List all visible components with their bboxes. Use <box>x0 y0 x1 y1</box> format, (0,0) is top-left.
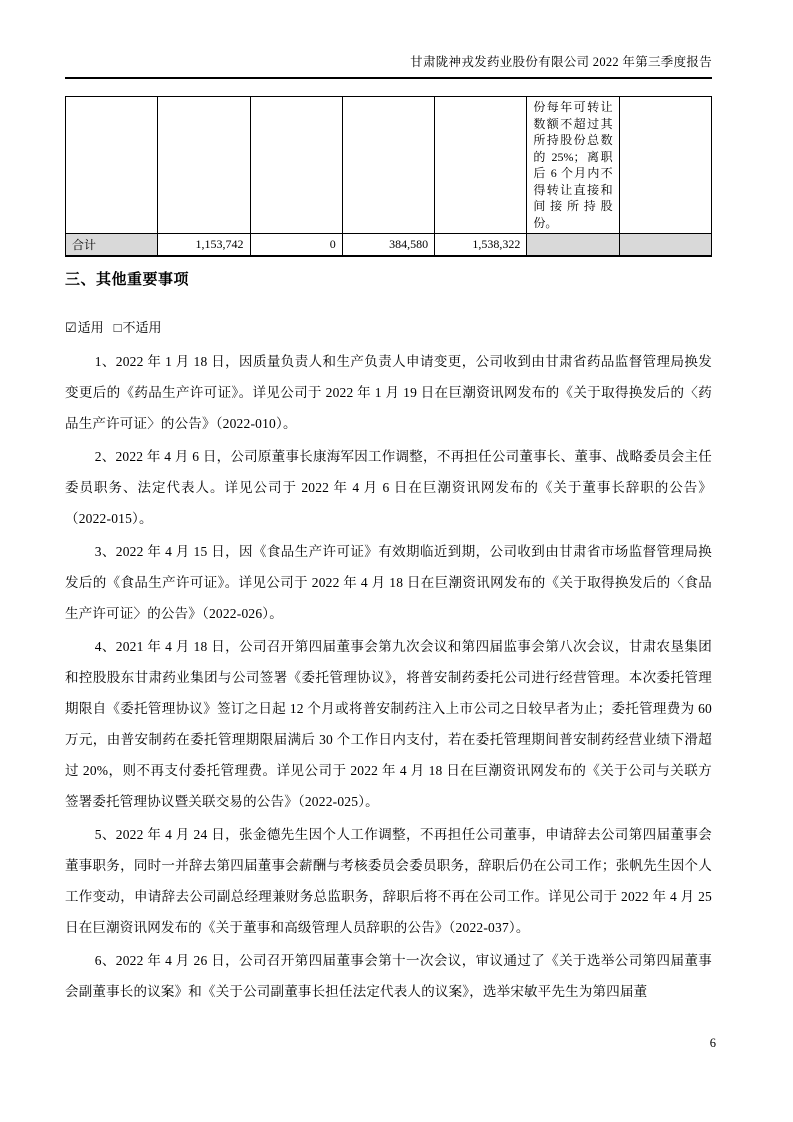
paragraph-item-4: 4、2021 年 4 月 18 日，公司召开第四届董事会第九次会议和第四届监事会第八次会议，甘肃农垦集团和控股股东甘肃药业集团与公司签署《委托管理协议》，将普安制药委托公司进行经营管理。本次委托管理期限自《委托管理协议》签订之日起 12 个月或将普安制药注入上市公司之日较早者为止；委托管理费为 60 万元，由普安制药在委托管理期限届满后 30 个工作日内支付，若在委托管理期间普安制药经营业绩下滑超过 20%，则不再支付委托管理费。详见公司于 2022 年 4 月 18 日在巨潮资讯网发布的《关于公司与关联方签署委托管理协议暨关联交易的公告》（2022-025）。 <box>65 639 712 809</box>
applicability-row <box>65 320 712 336</box>
table-cell-empty <box>435 97 527 234</box>
table-cell-empty <box>66 97 158 234</box>
table-carryover-row <box>66 97 712 234</box>
paragraph-item-1: 1、2022 年 1 月 18 日，因质量负责人和生产负责人申请变更，公司收到由甘肃省药品监督管理局换发变更后的《药品生产许可证》。详见公司于 2022 年 1 月 19 日在巨潮资讯网发布的《关于取得换发后的〈药品生产许可证〉的公告》（2022-010）。 <box>65 354 712 431</box>
paragraph-item-2: 2、2022 年 4 月 6 日，公司原董事长康海军因工作调整，不再担任公司董事长、董事、战略委员会主任委员职务、法定代表人。详见公司于 2022 年 4 月 6 日在巨潮资讯网发布的《关于董事长辞职的公告》（2022-015）。 <box>65 449 712 526</box>
total-cell-value-4: 1,538,322 <box>435 234 527 257</box>
total-cell-value-2: 0 <box>250 234 342 257</box>
report-header <box>65 0 712 79</box>
table-cell-transfer-restriction-note: 份每年可转让数额不超过其所持股份总数的 25%；离职后 6 个月内不得转让直接和间接所持股份。 <box>527 97 619 234</box>
not-applicable-label: 不适用 <box>122 320 162 335</box>
paragraph-item-6: 6、2022 年 4 月 26 日，公司召开第四届董事会第十一次会议，审议通过了《关于选举公司第四届董事会副董事长的议案》和《关于公司副董事长担任法定代表人的议案》，选举宋敏平先生为第四届董 <box>65 953 712 999</box>
shareholding-table <box>65 96 712 257</box>
table-cell-empty <box>619 97 711 234</box>
total-cell-value-3: 384,580 <box>342 234 434 257</box>
paragraph-item-5: 5、2022 年 4 月 24 日，张金德先生因个人工作调整，不再担任公司董事，申请辞去公司第四届董事会董事职务，同时一并辞去第四届董事会薪酬与考核委员会委员职务，辞职后仍在公司工作；张帆先生因个人工作变动，申请辞去公司副总经理兼财务总监职务，辞职后将不再在公司工作。详见公司于 2022 年 4 月 25 日在巨潮资讯网发布的《关于董事和高级管理人员辞职的公告》（2022-037）。 <box>65 827 712 935</box>
section-heading: 三、其他重要事项 <box>65 272 190 288</box>
unchecked-checkbox-icon: □ <box>113 320 122 335</box>
table-total-row <box>66 234 712 257</box>
page-number: 6 <box>709 1036 716 1050</box>
total-row-label: 合计 <box>66 234 158 257</box>
table-cell-empty <box>342 97 434 234</box>
applicable-label: 适用 <box>77 320 104 335</box>
total-cell-empty <box>527 234 619 257</box>
report-header-title: 甘肃陇神戎发药业股份有限公司 2022 年第三季度报告 <box>410 55 712 69</box>
total-cell-value-1: 1,153,742 <box>158 234 250 257</box>
table-cell-empty <box>158 97 250 234</box>
total-cell-empty <box>619 234 711 257</box>
body-text <box>65 346 712 1007</box>
table-cell-empty <box>250 97 342 234</box>
paragraph-item-3: 3、2022 年 4 月 15 日，因《食品生产许可证》有效期临近到期，公司收到由甘肃省市场监督管理局换发后的《食品生产许可证》。详见公司于 2022 年 4 月 18 日在巨潮资讯网发布的《关于取得换发后的〈食品生产许可证〉的公告》（2022-026）。 <box>65 544 712 621</box>
checked-checkbox-icon: ☑ <box>65 320 77 335</box>
